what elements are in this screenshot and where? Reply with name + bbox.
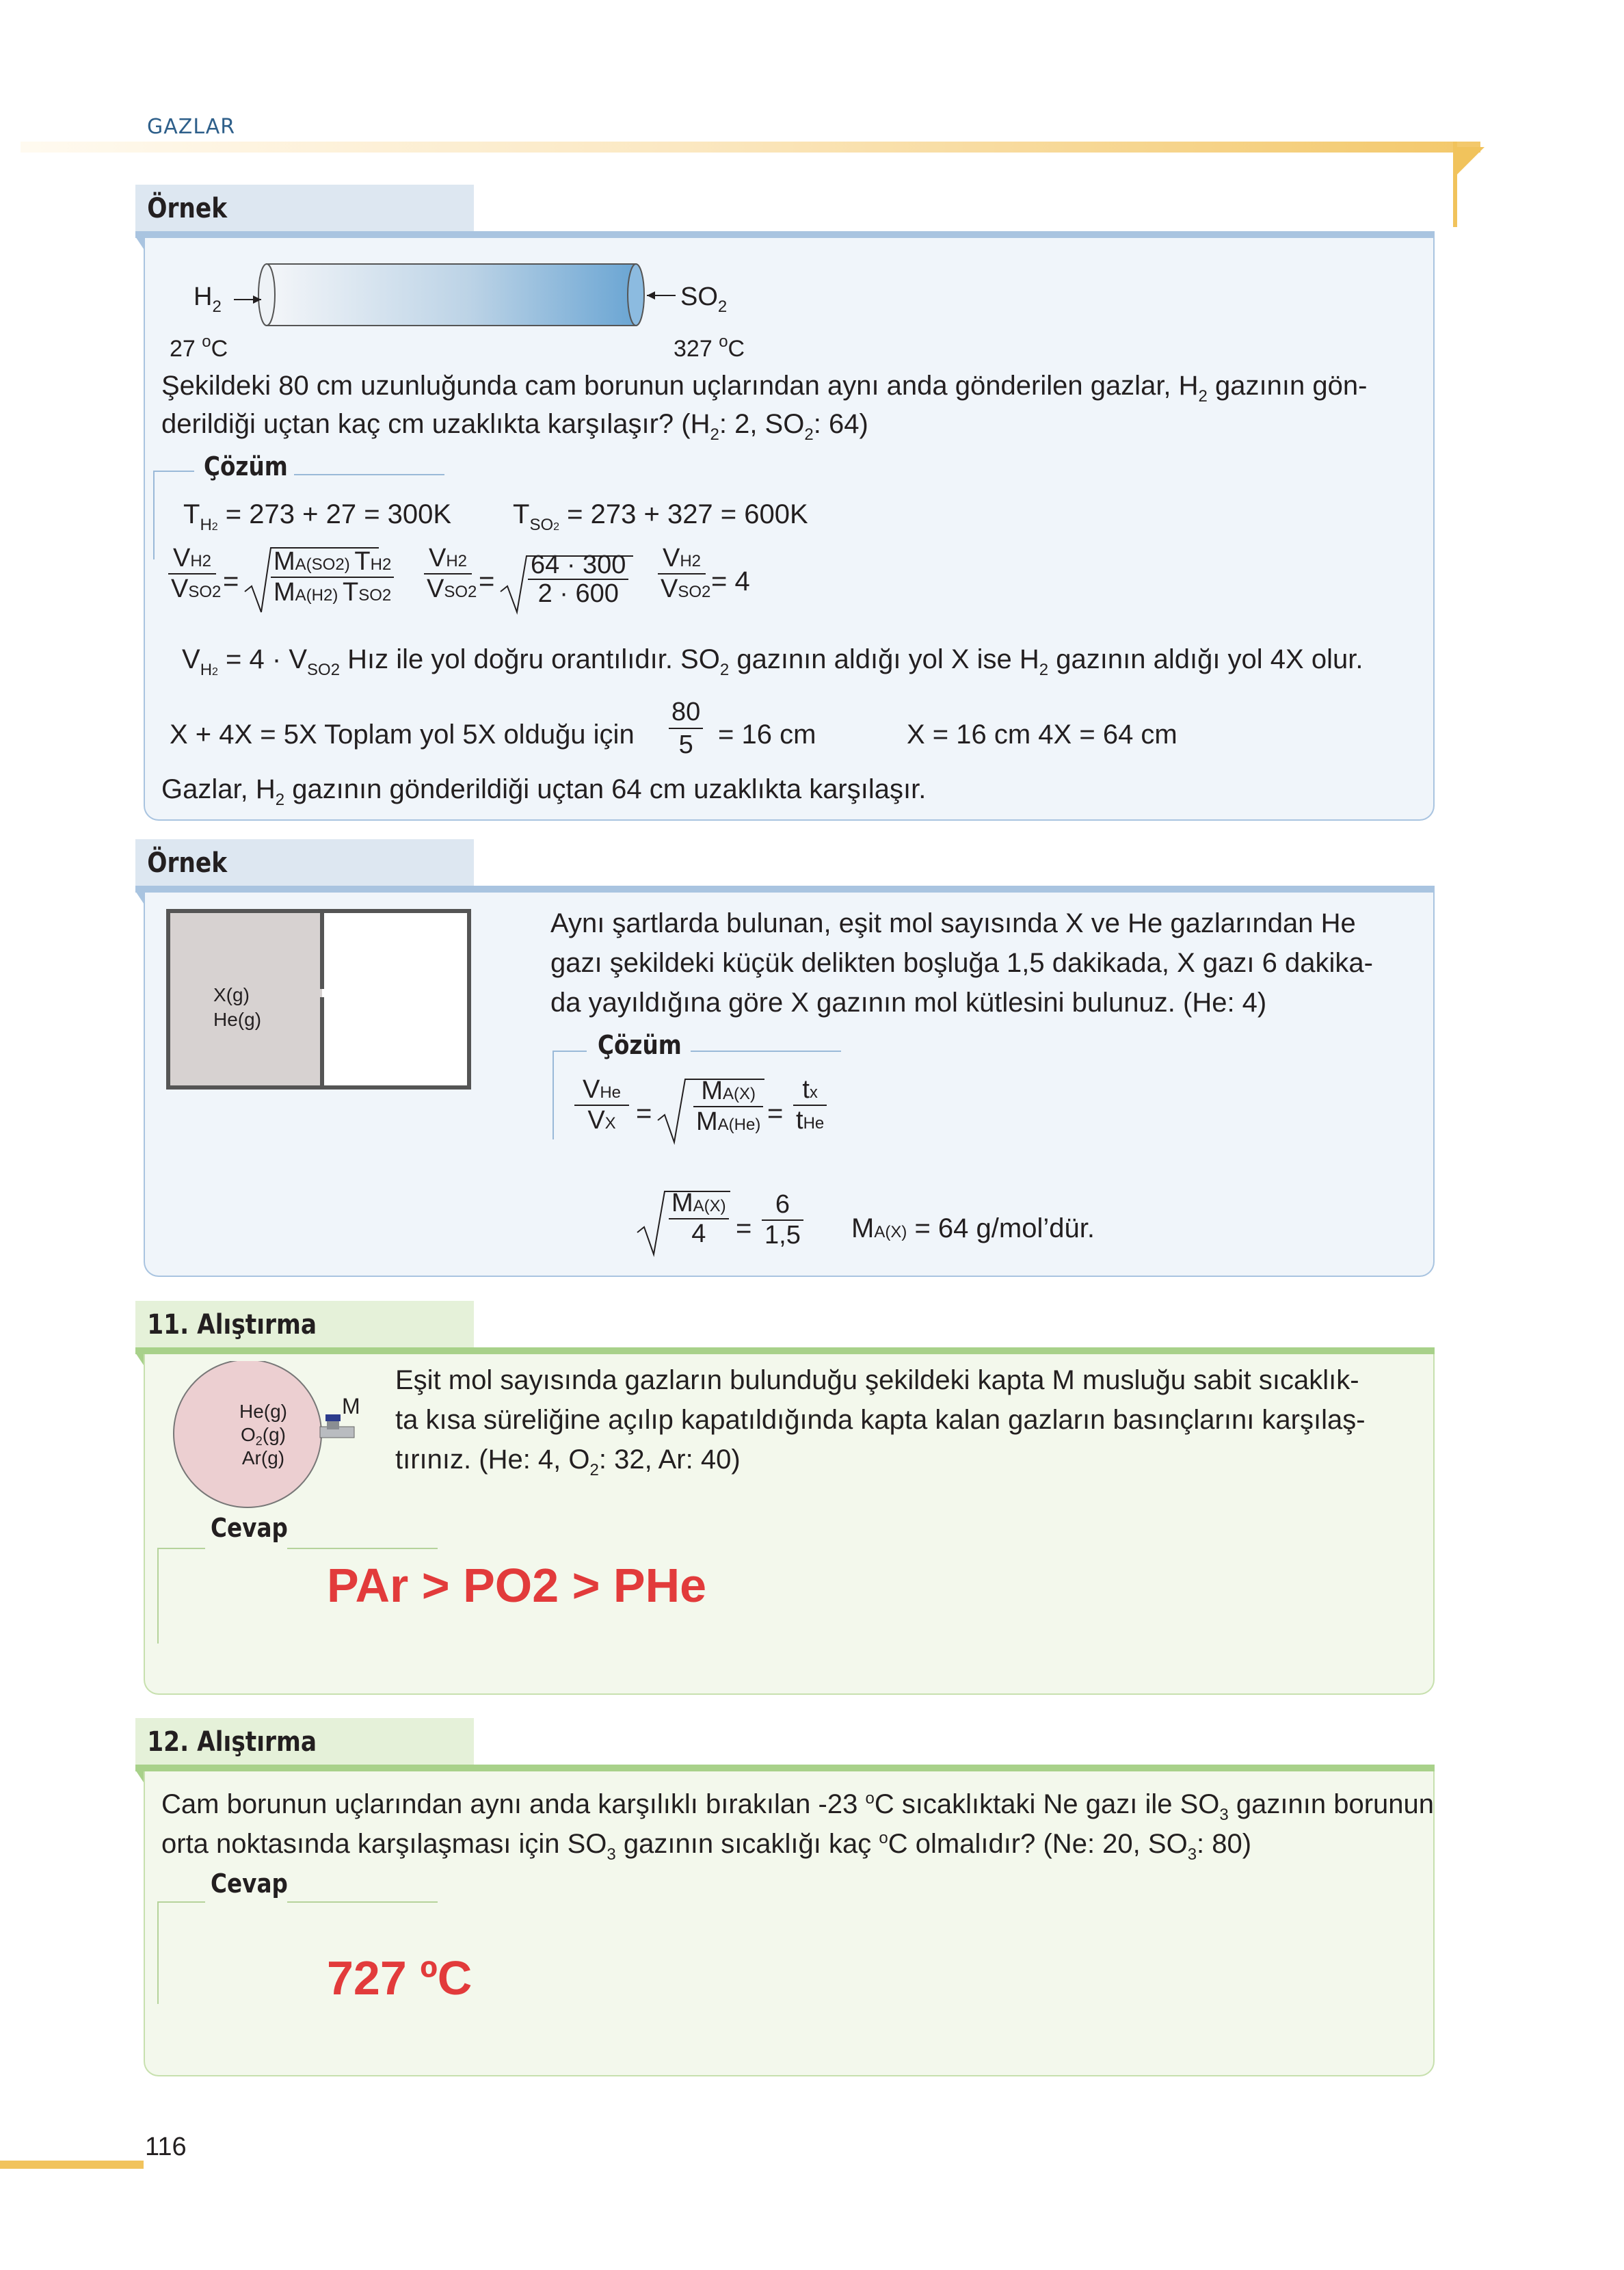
exercise11-top-rule bbox=[135, 1347, 1435, 1354]
answer11-label: Cevap bbox=[211, 1513, 288, 1543]
distance-line-c: X = 16 cm 4X = 64 cm bbox=[907, 720, 1177, 750]
example2-question-line3: da yayıldığına göre X gazının mol kütlesini bulunuz. (He: 4) bbox=[550, 988, 1267, 1018]
footer-bar bbox=[0, 2161, 144, 2169]
example2-question-line2: gazı şekildeki küçük delikten boşluğa 1,5 dakikada, X gazı 6 dakika- bbox=[550, 948, 1373, 978]
answer12-rule-right bbox=[287, 1901, 438, 1903]
tube-left-temp: 27 $^o$C bbox=[170, 332, 228, 362]
exercise12-tab bbox=[135, 1718, 474, 1766]
exercise12-tab-label: 12. Alıştırma bbox=[147, 1726, 317, 1758]
box-gas-x: X(g) bbox=[213, 984, 250, 1005]
graham-equation-3: $\frac{VH2}{\text{VSO2}}$ bbox=[658, 544, 706, 604]
example1-conclusion: Gazlar, $H_2$ gazının gönderildiği uçtan 64 cm uzaklıkta karşılaşır. bbox=[161, 774, 927, 809]
ex2-velocity-ratio: $\frac{\text{VHe}}{VX}$ bbox=[574, 1075, 629, 1135]
answer12-rule-left bbox=[157, 1901, 205, 1903]
flask-gas-ar: Ar(g) bbox=[241, 1447, 285, 1468]
answer11-rule-right bbox=[287, 1548, 438, 1549]
distance-line-b: = 16 cm bbox=[718, 720, 816, 750]
example2-tab-label: Örnek bbox=[147, 847, 228, 879]
graham-eq1-radicand: $\frac{MA(SO2) TH2}{\text{MA(H2) TSO2}}$ bbox=[271, 547, 394, 607]
example2-tab bbox=[135, 839, 474, 887]
exercise11-question-line2: ta kısa süreliğine açılıp kapatıldığında kapta kalan gazların basınçlarını karşılaş- bbox=[395, 1405, 1366, 1435]
exercise11-answer: PAr > PO2 > PHe bbox=[327, 1559, 707, 1612]
example1-tab-label: Örnek bbox=[147, 193, 228, 224]
ex2-mass-over-four: $\frac{MA(X)}{4}$ bbox=[669, 1189, 729, 1249]
example1-top-rule bbox=[135, 231, 1435, 238]
exercise12-question-line1: Cam borunun uçlarından aynı anda karşılıklı bırakılan -23 $^o$C sıcaklıktaki Ne gazı ile $SO_3$ gazının borunun bbox=[161, 1789, 1435, 1824]
exercise11-tab bbox=[135, 1301, 474, 1349]
ex2-eq1-equals-2: = bbox=[767, 1098, 784, 1129]
ex2-six-over-onefive: $\frac{6}{1,5}$ bbox=[762, 1190, 803, 1250]
valve-label: M bbox=[342, 1394, 360, 1418]
distance-line-a: X + 4X = 5X Toplam yol 5X olduğu için bbox=[170, 720, 635, 750]
solution1-rule-left bbox=[153, 471, 194, 472]
graham-eq2-equals: = bbox=[479, 566, 495, 596]
exercise11-question-line3: tırınız. (He: 4, $O_2$: 32, Ar: 40) bbox=[395, 1444, 741, 1479]
solution2-rule-vertical bbox=[553, 1051, 554, 1139]
graham-equation-1: $\frac{VH2}{\text{VSO2}}$ bbox=[168, 544, 216, 604]
flask-gases bbox=[229, 1400, 297, 1470]
header-bar-corner bbox=[1457, 147, 1485, 174]
distance-fraction: $\frac{80}{5}$ bbox=[669, 696, 703, 761]
exercise12-question-line2: orta noktasında karşılaşması için $SO_3$ gazının sıcaklığı kaç $^o$C olmalıdır? (Ne: 20, $SO_3$: 80) bbox=[161, 1829, 1252, 1864]
answer11-rule-vertical bbox=[157, 1548, 159, 1644]
tube-right-gas: $SO_2$ bbox=[680, 282, 728, 316]
box-gases bbox=[213, 983, 261, 1032]
velocity-relation-line: $V_{H2} = 4 \cdot V_{SO2}$ Hız ile yol doğru orantılıdır. $SO_2$ gazının aldığı yol X ise $H_2$ gazının aldığı yol 4X olur. bbox=[182, 644, 1363, 679]
solution2-label: Çözüm bbox=[598, 1030, 682, 1060]
graham-eq1-equals: = bbox=[223, 566, 239, 596]
exercise11-tab-label: 11. Alıştırma bbox=[147, 1309, 317, 1341]
tube-left-gas: $H_2$ bbox=[194, 282, 222, 316]
ex2-eq2-equals: = bbox=[736, 1213, 752, 1243]
example1-question-line2: derildiği uçtan kaç cm uzaklıkta karşılaşır? ($H_2$: 2, $SO_2$: 64) bbox=[161, 409, 868, 444]
exercise12-top-rule bbox=[135, 1765, 1435, 1771]
solution1-rule-right bbox=[294, 474, 444, 475]
temp-h2: $T_{H2} = 273 + 27 = 300K$ bbox=[183, 499, 452, 534]
flask-gas-o2: $O_2(g)$ bbox=[240, 1424, 287, 1448]
example2-question-line1: Aynı şartlarda bulunan, eşit mol sayısında X ve He gazlarından He bbox=[550, 908, 1356, 938]
solution1-label: Çözüm bbox=[204, 451, 288, 481]
graham-eq3-result: = 4 bbox=[711, 566, 750, 596]
example2-box-figure bbox=[165, 908, 473, 1093]
header-bar bbox=[21, 142, 1480, 153]
ex2-time-ratio: $\frac{tx}{\text{tHe}}$ bbox=[793, 1075, 827, 1135]
chapter-header: GAZLAR bbox=[147, 115, 236, 139]
example2-top-rule bbox=[135, 886, 1435, 893]
exercise12-answer: 727 ºC bbox=[327, 1951, 472, 2005]
temp-so2: $T_{SO2} = 273 + 327 = 600K$ bbox=[513, 499, 808, 534]
exercise11-question-line1: Eşit mol sayısında gazların bulunduğu şekildeki kapta M musluğu sabit sıcaklık- bbox=[395, 1365, 1359, 1395]
ex2-result: MA(X) = 64 g/mol’dür. bbox=[851, 1213, 1095, 1243]
solution1-rule-vertical bbox=[153, 471, 155, 559]
graham-equation-2: $\frac{VH2}{\text{VSO2}}$ bbox=[424, 544, 472, 604]
answer12-rule-vertical bbox=[157, 1901, 159, 2004]
ex2-mass-ratio: $\frac{MA(X)}{MA(He)}$ bbox=[693, 1077, 763, 1137]
box-gas-he: He(g) bbox=[213, 1009, 262, 1030]
ex2-eq1-equals: = bbox=[636, 1098, 652, 1129]
tube-right-temp: 327 $^o$C bbox=[674, 332, 745, 362]
graham-eq2-radicand: $\frac{64 \cdot 300}{2 \cdot 600}$ bbox=[528, 551, 628, 607]
solution2-rule-left bbox=[553, 1051, 587, 1052]
answer12-label: Cevap bbox=[211, 1869, 288, 1899]
example1-tab bbox=[135, 185, 474, 233]
page-number: 116 bbox=[145, 2133, 187, 2161]
flask-gas-he: He(g) bbox=[239, 1401, 287, 1422]
answer11-rule-left bbox=[157, 1548, 205, 1549]
solution2-rule-right bbox=[691, 1051, 841, 1052]
example1-question-line1: Şekildeki 80 cm uzunluğunda cam borunun uçlarından aynı anda gönderilen gazlar, $H_2$ gazının gön- bbox=[161, 371, 1368, 406]
